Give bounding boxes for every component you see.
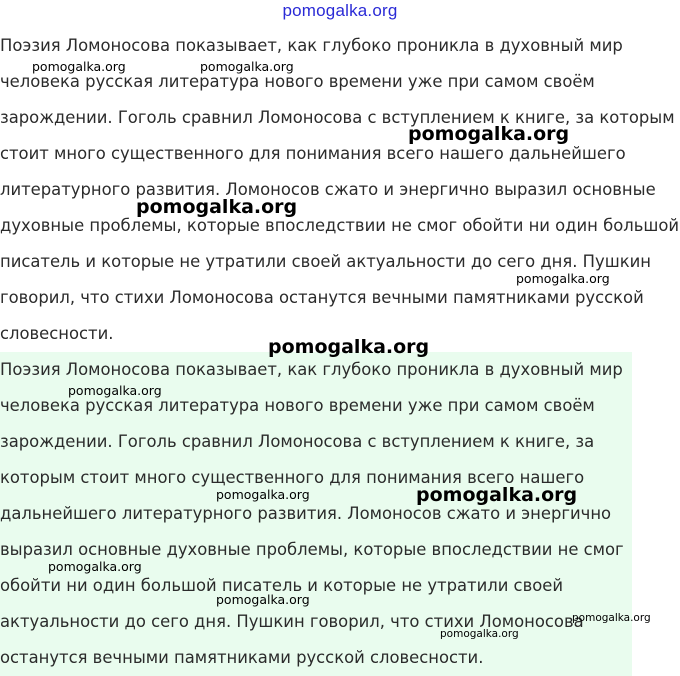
text-line: литературного развития. Ломоносов сжато и энергично выразил основные xyxy=(0,180,656,199)
paragraph-original xyxy=(0,28,679,352)
text-line: Поэзия Ломоносова показывает, как глубоко проникла в духовный мир xyxy=(0,36,623,55)
watermark: pomogalka.org xyxy=(268,336,430,358)
text-line: писатель и которые не утратили своей актуальности до сего дня. Пушкин xyxy=(0,252,651,271)
site-header-link[interactable]: pomogalka.org xyxy=(282,1,398,20)
watermark: pomogalka.org xyxy=(408,123,570,145)
text-line: останутся вечными памятниками русской словесности. xyxy=(0,648,484,667)
watermark: pomogalka.org xyxy=(440,628,519,640)
watermark: pomogalka.org xyxy=(200,59,294,74)
text-line: зарождении. Гоголь сравнил Ломоносова с вступлением к книге, за которым xyxy=(0,108,675,127)
watermark: pomogalka.org xyxy=(136,196,298,218)
paragraph-highlighted xyxy=(0,352,624,676)
text-line: говорил, что стихи Ломоносова останутся вечными памятниками русской xyxy=(0,288,644,307)
text-line: словесности. xyxy=(0,324,114,343)
watermark: pomogalka.org xyxy=(48,559,142,574)
watermark: pomogalka.org xyxy=(216,592,310,607)
watermark: pomogalka.org xyxy=(68,383,162,398)
text-line: Поэзия Ломоносова показывает, как глубоко проникла в духовный мир xyxy=(0,360,623,379)
text-line: духовные проблемы, которые впоследствии не смог обойти ни один большой xyxy=(0,216,680,235)
text-line: человека русская литература нового времени уже при самом своём xyxy=(0,396,595,415)
watermark: pomogalka.org xyxy=(516,271,610,286)
text-line: человека русская литература нового времени уже при самом своём xyxy=(0,72,595,91)
text-line: актуальности до сего дня. Пушкин говорил, что стихи Ломоносова xyxy=(0,612,584,631)
text-line: дальнейшего литературного развития. Ломоносов сжато и энергично xyxy=(0,504,612,523)
text-line: выразил основные духовные проблемы, которые впоследствии не смог xyxy=(0,540,624,559)
text-line: обойти ни один большой писатель и которые не утратили своей xyxy=(0,576,563,595)
text-line: зарождении. Гоголь сравнил Ломоносова с вступлением к книге, за xyxy=(0,432,595,451)
text-line: которым стоит много существенного для понимания всего нашего xyxy=(0,468,585,487)
watermark: pomogalka.org xyxy=(216,487,310,502)
watermark: pomogalka.org xyxy=(572,612,651,624)
text-line: стоит много существенного для понимания всего нашего дальнейшего xyxy=(0,144,626,163)
watermark: pomogalka.org xyxy=(32,59,126,74)
watermark: pomogalka.org xyxy=(416,484,578,506)
